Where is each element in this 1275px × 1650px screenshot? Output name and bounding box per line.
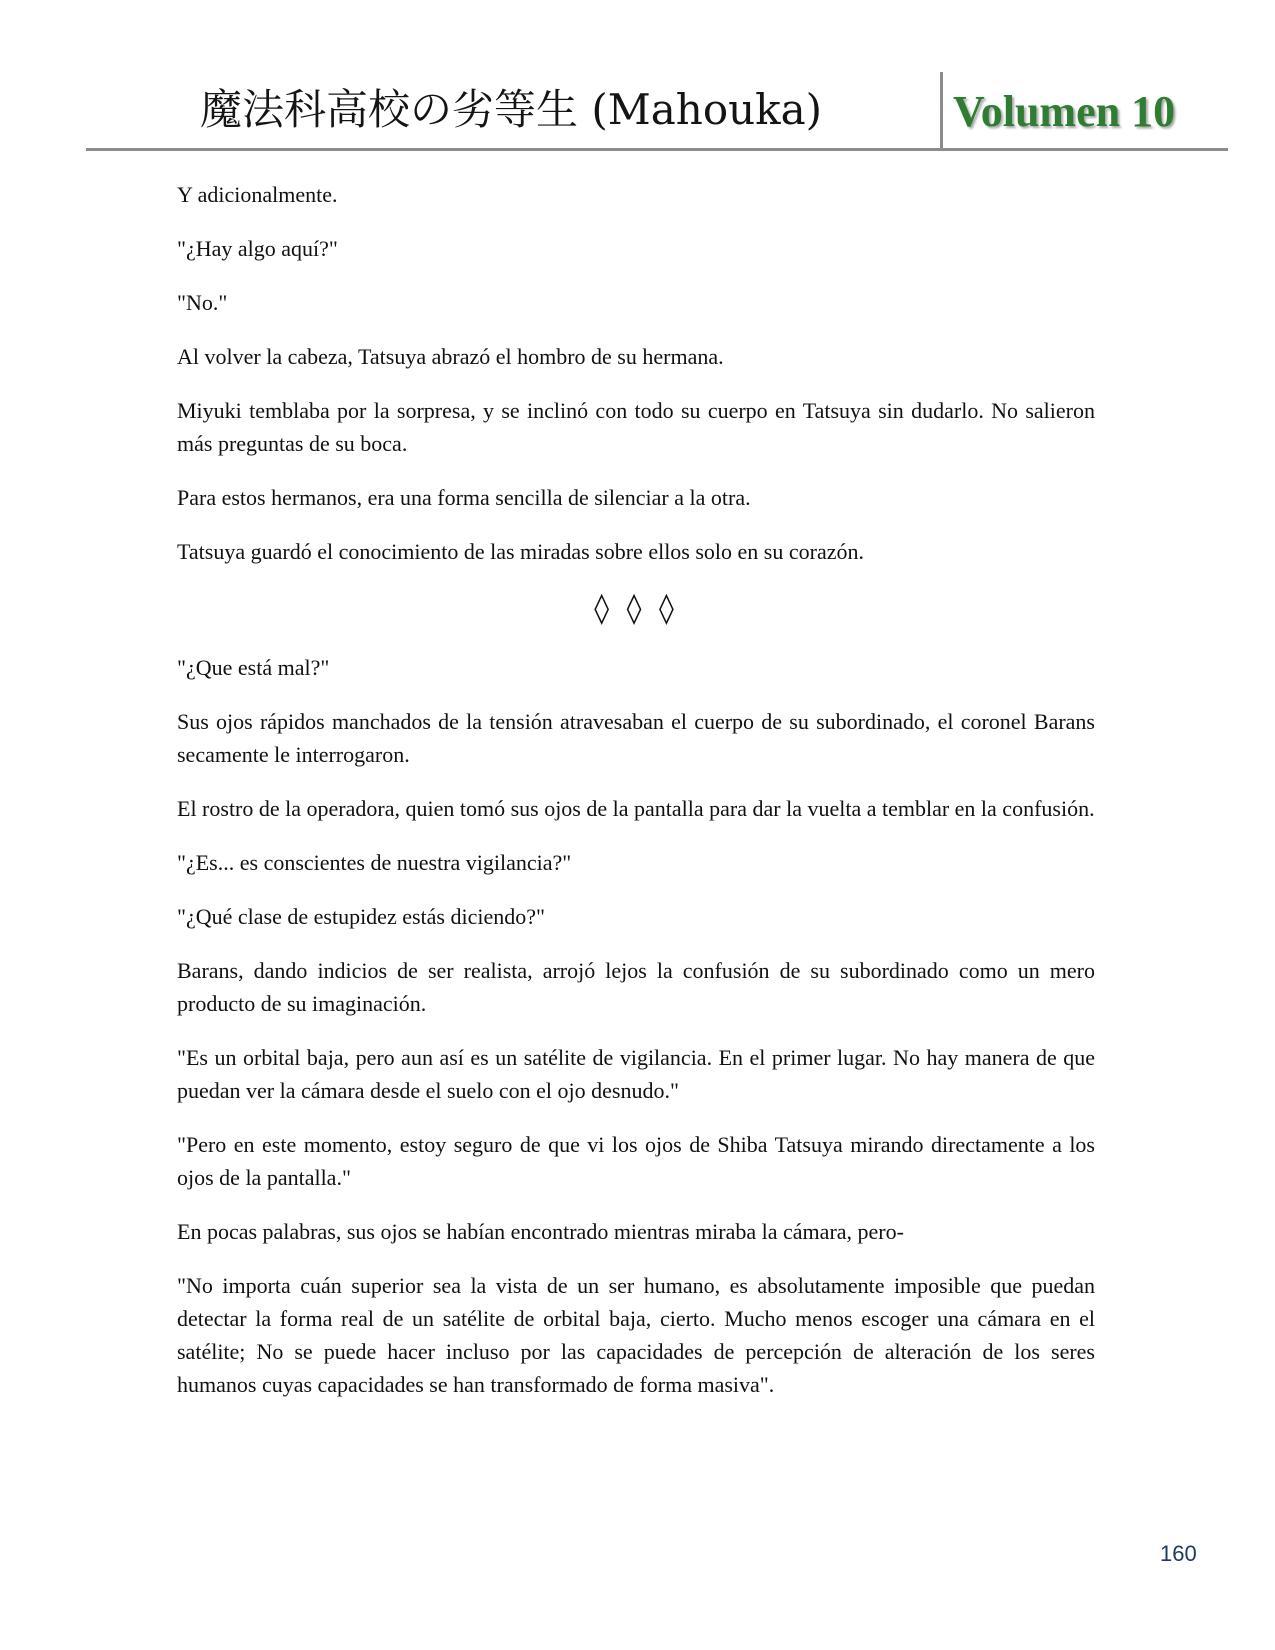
paragraph: Y adicionalmente.	[177, 182, 338, 207]
paragraph: "¿Que está mal?"	[177, 655, 330, 680]
paragraph: Al volver la cabeza, Tatsuya abrazó el hombro de su hermana.	[177, 344, 724, 369]
volume-label: Volumen 10	[953, 87, 1176, 136]
paragraph: El rostro de la operadora, quien tomó sus ojos de la pantalla para dar la vuelta a temblar en la confusión.	[177, 796, 1095, 821]
paragraph: Tatsuya guardó el conocimiento de las miradas sobre ellos solo en su corazón.	[177, 539, 864, 564]
paragraph: "Pero en este momento, estoy seguro de que vi los ojos de Shiba Tatsuya mirando directamente a los ojos de la pantalla."	[177, 1132, 1095, 1190]
paragraph: "No importa cuán superior sea la vista de un ser humano, es absolutamente imposible que puedan detectar la forma real de un satélite de orbital baja, cierto. Mucho menos escoger una cámara en el satélite; No se puede hacer incluso por las capacidades de percepción de alteración de los seres humanos cuyas capacidades se han transformado de forma masiva".	[177, 1273, 1095, 1397]
paragraph: "¿Es... es conscientes de nuestra vigilancia?"	[177, 850, 572, 875]
header-rule	[86, 148, 1228, 151]
paragraph: "Es un orbital baja, pero aun así es un satélite de vigilancia. En el primer lugar. No hay manera de que puedan ver la cámara desde el suelo con el ojo desnudo."	[177, 1045, 1095, 1103]
paragraph: Sus ojos rápidos manchados de la tensión atravesaban el cuerpo de su subordinado, el coronel Barans secamente le interrogaron.	[177, 709, 1095, 767]
paragraph: Para estos hermanos, era una forma sencilla de silenciar a la otra.	[177, 485, 751, 510]
document-title: 魔法科高校の劣等生 (Mahouka)	[200, 85, 823, 134]
scene-separator: ◊ ◊ ◊	[594, 591, 678, 626]
paragraph: Barans, dando indicios de ser realista, arrojó lejos la confusión de su subordinado como un mero producto de su imaginación.	[177, 958, 1095, 1016]
paragraph: Miyuki temblaba por la sorpresa, y se inclinó con todo su cuerpo en Tatsuya sin dudarlo. No salieron más preguntas de su boca.	[177, 398, 1095, 456]
header-divider	[940, 72, 943, 148]
page-number: 160	[1160, 1541, 1197, 1566]
paragraph: "¿Qué clase de estupidez estás diciendo?"	[177, 904, 545, 929]
paragraph: "No."	[177, 290, 228, 315]
page-body	[177, 178, 1095, 1422]
paragraph: "¿Hay algo aquí?"	[177, 236, 338, 261]
paragraph: En pocas palabras, sus ojos se habían encontrado mientras miraba la cámara, pero-	[177, 1219, 904, 1244]
